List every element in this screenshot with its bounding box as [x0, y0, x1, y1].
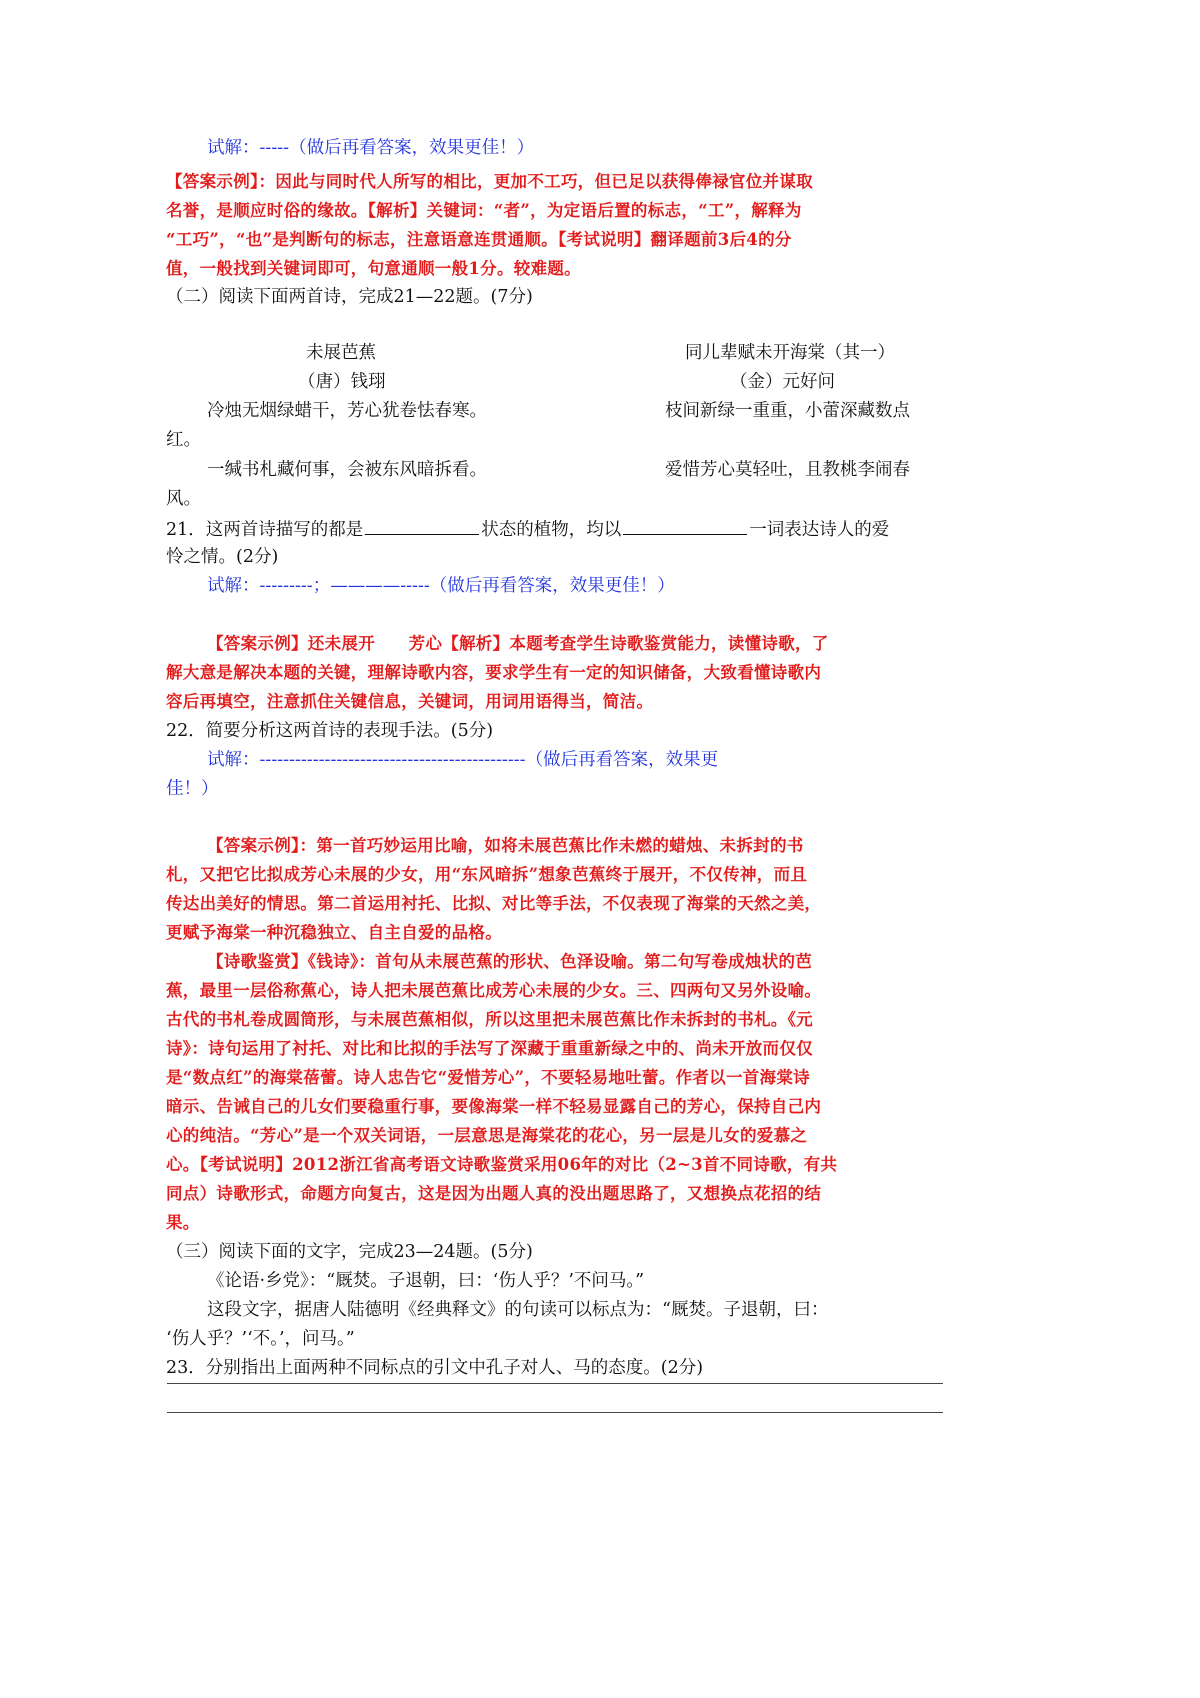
appreciation-line: 蕉，最里一层俗称蕉心，诗人把未展芭蕉比成芳心未展的少女。三、四两句又另外设喻。	[166, 981, 822, 1000]
appreciation-line: 果。	[166, 1213, 200, 1232]
section-heading-3: （三）阅读下面的文字，完成23—24题。(5分)	[166, 1242, 533, 1262]
answer-line: 札，又把它比拟成芳心未展的少女，用“东风暗拆”想象芭蕉终于展开，不仅传神，而且	[166, 865, 808, 884]
answer-line: 更赋予海棠一种沉稳独立、自主自爱的品格。	[166, 923, 502, 942]
appreciation-line: 同点）诗歌形式，命题方向复古，这是因为出题人真的没出题思路了，又想换点花招的结	[166, 1184, 822, 1203]
lunyu-alt-punctuation-wrap: ‘伤人乎？’‘不。’，问马。”	[166, 1329, 355, 1349]
answer-line: 传达出美好的情思。第二首运用衬托、比拟、对比等手法，不仅表现了海棠的天然之美，	[166, 894, 822, 913]
appreciation-line: 【诗歌鉴赏】《钱诗》：首句从未展芭蕉的形状、色泽设喻。第二句写卷成烛状的芭	[207, 952, 813, 971]
answer-line-rule	[167, 1412, 943, 1413]
appreciation-line: 心的纯洁。“芳心”是一个双关词语，一层意思是海棠花的花心，另一层是儿女的爱慕之	[166, 1126, 808, 1145]
appreciation-line: 诗》：诗句运用了衬托、对比和比拟的手法写了深藏于重重新绿之中的、尚未开放而仅仅	[166, 1039, 813, 1058]
appreciation-line: 暗示、告诫自己的儿女们要稳重行事，要像海棠一样不轻易显露自己的芳心，保持自己内	[166, 1097, 822, 1116]
poem-2-author: （金）元好问	[730, 372, 835, 392]
poem-2-line-2-wrap: 风。	[166, 489, 201, 509]
question-21-part-2: 状态的植物，均以	[481, 520, 622, 540]
appreciation-line: 心。【考试说明】2012浙江省高考语文诗歌鉴赏采用06年的对比（2~3首不同诗歌，有共	[166, 1155, 838, 1174]
poem-1-title: 未展芭蕉	[306, 343, 376, 363]
attempt-line-21: 试解：---------；————-----（做后再看答案，效果更佳！）	[207, 576, 675, 596]
answer-line: 名誉，是顺应时俗的缘故。【解析】关键词：“者”，为定语后置的标志，“工”，解释为	[166, 201, 802, 220]
answer-blank-1[interactable]	[365, 516, 479, 535]
answer-line: 【答案示例】：第一首巧妙运用比喻，如将未展芭蕉比作未燃的蜡烛、未拆封的书	[207, 836, 804, 855]
lunyu-alt-punctuation: 这段文字，据唐人陆德明《经典释文》的句读可以标点为：“厩焚。子退朝，曰：	[207, 1300, 829, 1320]
answer-line: 容后再填空，注意抓住关键信息，关键词，用词用语得当，简洁。	[166, 692, 654, 711]
answer-blank-2[interactable]	[623, 516, 747, 535]
question-21-part-1: 21．这两首诗描写的都是	[166, 520, 364, 540]
poem-1-author: （唐）钱珝	[298, 372, 386, 392]
appreciation-line: 是“数点红”的海棠蓓蕾。诗人忠告它“爱惜芳心”，不要轻易地吐蕾。作者以一首海棠诗	[166, 1068, 810, 1087]
attempt-line-22-wrap: 佳！）	[166, 779, 219, 799]
poem-2-title: 同儿辈赋未开海棠（其一）	[685, 343, 895, 363]
question-21-part-3: 一词表达诗人的爱	[749, 520, 890, 540]
poem-2-line-1-wrap: 红。	[166, 430, 201, 450]
poem-2-line-1: 枝间新绿一重重，小蕾深藏数点	[665, 401, 910, 421]
answer-line-rule	[167, 1383, 943, 1384]
answer-line: 解大意是解决本题的关键，理解诗歌内容，要求学生有一定的知识储备，大致看懂诗歌内	[166, 663, 822, 682]
lunyu-quote: 《论语·乡党》：“厩焚。子退朝，曰：‘伤人乎？’不问马。”	[207, 1271, 645, 1291]
attempt-line-22: 试解：---------------------------------------------（做后再看答案，效果更	[207, 750, 719, 770]
answer-line: 值，一般找到关键词即可，句意通顺一般1分。较难题。	[166, 259, 581, 278]
poem-1-line-1: 冷烛无烟绿蜡干，芳心犹卷怯春寒。	[207, 401, 487, 421]
question-21	[166, 516, 889, 542]
answer-line: 【答案示例】：因此与同时代人所写的相比，更加不工巧，但已足以获得俸禄官位并谋取	[166, 172, 813, 191]
attempt-line-20: 试解：-----（做后再看答案，效果更佳！）	[207, 138, 535, 158]
poem-2-line-2: 爱惜芳心莫轻吐，且教桃李闹春	[665, 460, 910, 480]
answer-line: 【答案示例】还未展开 芳心【解析】本题考查学生诗歌鉴赏能力，读懂诗歌，了	[207, 634, 829, 653]
section-heading-2: （二）阅读下面两首诗，完成21—22题。(7分)	[166, 287, 533, 307]
answer-line: “工巧”，“也”是判断句的标志，注意语意连贯通顺。【考试说明】翻译题前3后4的分	[166, 230, 792, 249]
question-21-wrap: 怜之情。(2分)	[166, 547, 279, 567]
appreciation-line: 古代的书札卷成圆筒形，与未展芭蕉相似，所以这里把未展芭蕉比作未拆封的书札。《元	[166, 1010, 813, 1029]
question-23: 23．分别指出上面两种不同标点的引文中孔子对人、马的态度。(2分)	[166, 1358, 704, 1378]
question-22: 22．简要分析这两首诗的表现手法。(5分)	[166, 721, 494, 741]
poem-1-line-2: 一缄书札藏何事，会被东风暗拆看。	[207, 460, 487, 480]
